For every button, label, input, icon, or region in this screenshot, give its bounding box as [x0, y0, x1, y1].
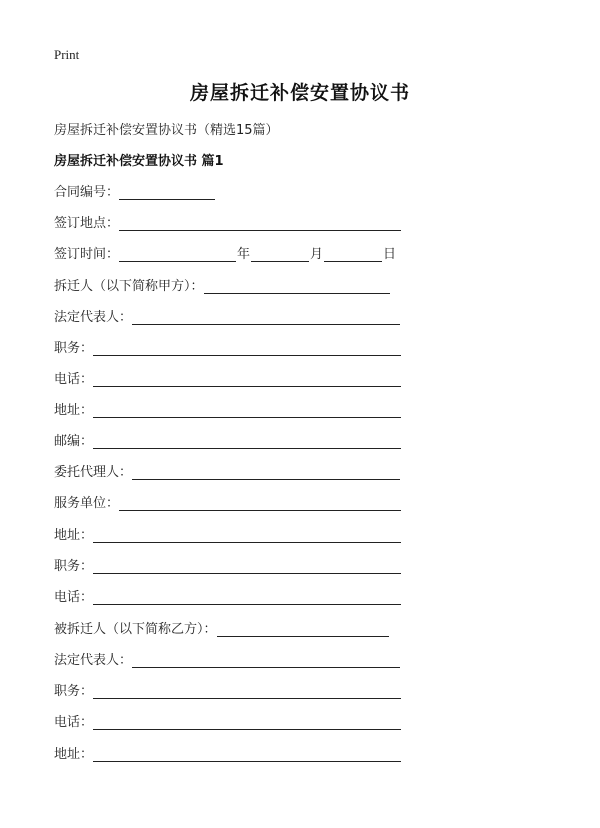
a-agent-address-blank	[93, 526, 401, 543]
a-position-blank	[93, 339, 401, 356]
b-position-row	[54, 679, 401, 699]
b-legal-rep-label: 法定代表人：	[54, 653, 133, 668]
a-agent-position-label: 职务：	[54, 559, 94, 574]
a-phone-blank	[93, 370, 401, 387]
a-agent-unit-row	[54, 491, 401, 511]
a-agent-blank	[132, 463, 400, 480]
sign-year-blank	[119, 245, 236, 262]
a-agent-position-row	[54, 554, 401, 574]
a-address-row	[54, 398, 401, 418]
sign-time-row	[54, 242, 397, 262]
b-phone-blank	[93, 713, 401, 730]
b-legal-rep-blank	[132, 651, 400, 668]
b-address-row	[54, 742, 401, 762]
sign-month-blank	[251, 245, 309, 262]
a-agent-unit-blank	[119, 494, 401, 511]
sign-place-row	[54, 211, 401, 231]
b-legal-rep-row	[54, 648, 400, 668]
month-unit: 月	[310, 247, 324, 262]
a-position-row	[54, 336, 401, 356]
a-agent-row	[54, 460, 400, 480]
document-subtitle: 房屋拆迁补偿安置协议书（精选15篇）	[54, 123, 279, 138]
party-a-label: 拆迁人（以下简称甲方）：	[54, 279, 204, 294]
a-address-label: 地址：	[54, 403, 94, 418]
a-position-label: 职务：	[54, 341, 94, 356]
a-agent-address-label: 地址：	[54, 528, 94, 543]
party-a-row	[54, 274, 390, 294]
a-phone-row	[54, 367, 401, 387]
party-b-label: 被拆迁人（以下简称乙方）：	[54, 622, 217, 637]
a-agent-phone-row	[54, 585, 401, 605]
year-unit: 年	[237, 247, 251, 262]
contract-no-label: 合同编号：	[54, 185, 120, 200]
sign-time-label: 签订时间：	[54, 247, 120, 262]
a-postcode-row	[54, 429, 401, 449]
b-address-blank	[93, 745, 401, 762]
b-position-blank	[93, 682, 401, 699]
contract-no-blank	[119, 183, 215, 200]
a-agent-position-blank	[93, 557, 401, 574]
a-postcode-label: 邮编：	[54, 434, 94, 449]
a-legal-rep-label: 法定代表人：	[54, 310, 133, 325]
b-phone-label: 电话：	[54, 715, 94, 730]
a-legal-rep-blank	[132, 308, 400, 325]
a-postcode-blank	[93, 432, 401, 449]
party-a-blank	[204, 277, 390, 294]
sign-place-label: 签订地点：	[54, 216, 120, 231]
section-heading: 房屋拆迁补偿安置协议书 篇1	[54, 154, 224, 169]
a-legal-rep-row	[54, 305, 400, 325]
a-agent-unit-label: 服务单位：	[54, 496, 120, 511]
a-agent-address-row	[54, 523, 401, 543]
party-b-row	[54, 617, 389, 637]
document-title: 房屋拆迁补偿安置协议书	[189, 82, 410, 104]
day-unit: 日	[383, 247, 397, 262]
a-address-blank	[93, 401, 401, 418]
sign-day-blank	[324, 245, 382, 262]
a-phone-label: 电话：	[54, 372, 94, 387]
a-agent-phone-blank	[93, 588, 401, 605]
print-label[interactable]: Print	[54, 47, 80, 62]
b-position-label: 职务：	[54, 684, 94, 699]
b-address-label: 地址：	[54, 747, 94, 762]
contract-no-row	[54, 180, 215, 200]
sign-place-blank	[119, 214, 401, 231]
a-agent-label: 委托代理人：	[54, 465, 133, 480]
a-agent-phone-label: 电话：	[54, 590, 94, 605]
b-phone-row	[54, 710, 401, 730]
party-b-blank	[217, 620, 389, 637]
